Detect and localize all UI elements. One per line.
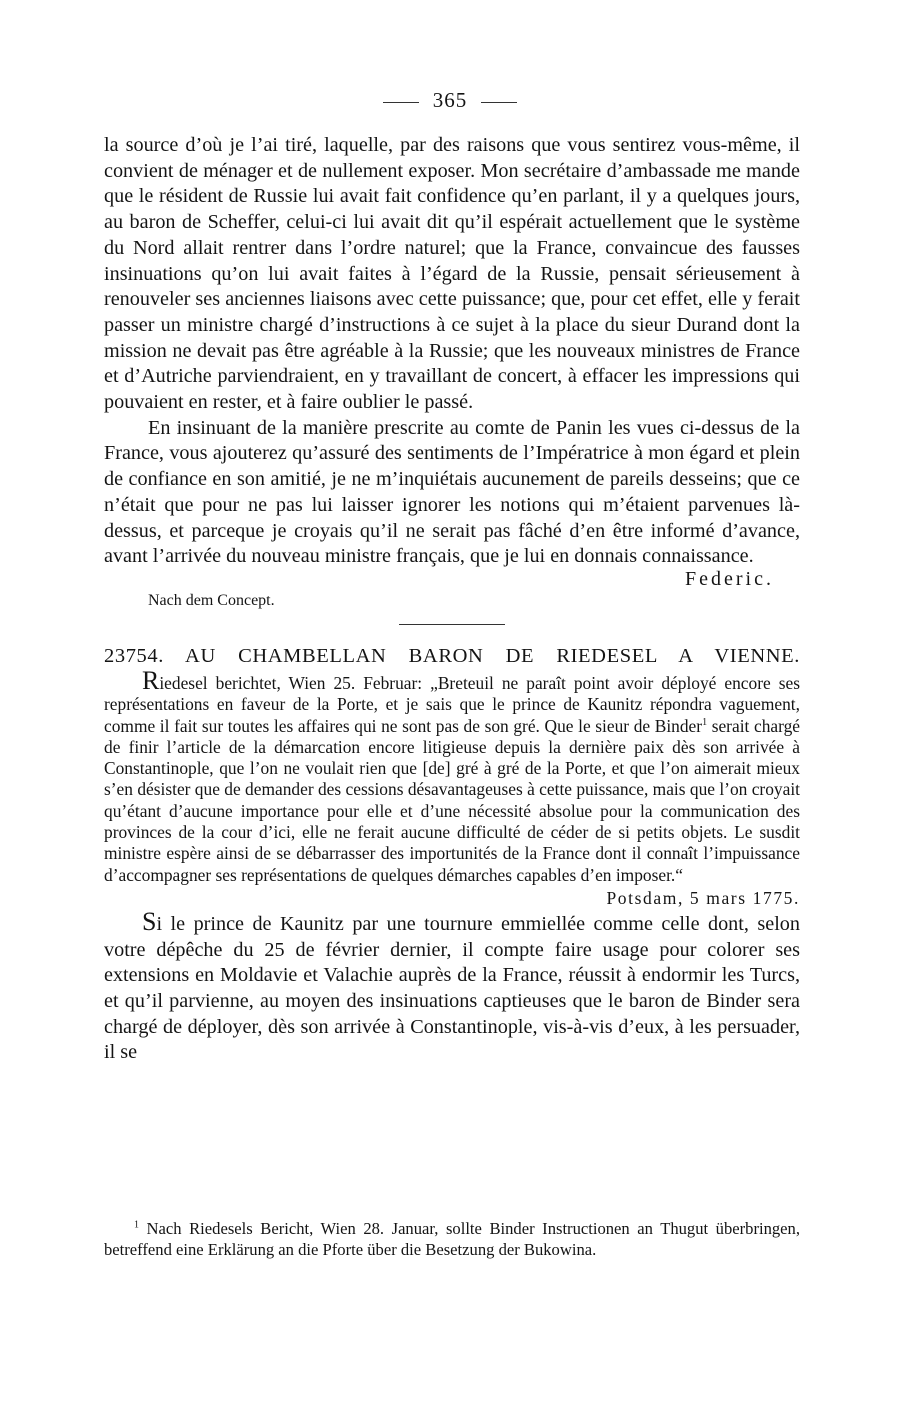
header-rule-right	[481, 102, 517, 103]
footnote-marker: 1	[134, 1219, 139, 1231]
report-text: iedesel berichtet, Wien 25. Februar: „Breteuil ne paraît point avoir déployé encore ses représentations en faveur de la Porte, et je sais que le prince de Kaunitz répondra vaguement, comme il fait sur toutes les affaires qui ne sont pas de son gré. Que le sieur de Binder	[104, 672, 800, 736]
report-text-continued: serait chargé de finir l’article de la démarcation encore litigieuse depuis la dernière paix dès son arrivée à Constantinople, que l’on ne voulait rien que [de] gré à gré de la Porte, et que l’on aimerait mieux s’en désister que de demander des cessions désavantageuses à cette puissance, mais que l’on croyait qu’étant d’aucune importance pour elle et d’une nécessité absolue pour la communication des provinces de la cour d’ici, elle ne ferait aucune difficulté de céder de si petits objets. Le susdit ministre espère ainsi de se débarrasser des importunités de la France dont il connaît l’impuissance d’accompagner ses représentations de quelques démarches capables d’en imposer.“	[104, 715, 800, 885]
signature: Federic.	[685, 567, 774, 590]
signature-block	[104, 567, 800, 620]
page-header	[0, 88, 900, 113]
paragraph-2: En insinuant de la manière prescrite au comte de Panin les vues ci-dessus de la France, vous ajouterez qu’assuré des sentiments de l’Impératrice à mon égard et plein de confiance en son amitié, je ne m’inquiétais aucunement de pareils desseins; que ce n’était que pour ne pas lui laisser ignorer les notions qui m’étaient parvenues là-dessus, et parceque je croyais qu’il ne serait pas fâché d’en être informé d’avance, avant l’arrivée du nouveau ministre français, que je lui en donnais connaissance.	[104, 416, 800, 568]
footnote-text: Nach Riedesels Bericht, Wien 28. Januar, sollte Binder Instructionen an Thugut überbringen, betreffend eine Erklärung an die Pforte über die Besetzung der Bukowina.	[104, 1219, 800, 1259]
paragraph-1: la source d’où je l’ai tiré, laquelle, par des raisons que vous sentirez vous-même, il convient de ménager et de nullement exposer. Mon secrétaire d’ambassade me mande que le résident de Russie lui avait fait confidence qu’en parlant, il y a quelques jours, au baron de Scheffer, celui-ci lui avait dit qu’il espérait actuellement que le système du Nord allait rentrer dans l’ordre naturel; que la France, convaincue des fausses insinuations qu’on lui avait faites à l’égard de la Russie, pensait sérieusement à renouveler ses anciennes liaisons avec cette puissance; que, pour cet effet, elle y ferait passer un ministre chargé d’instructions à ce sujet à la place du sieur Durand dont la mission ne devait pas être agréable à la Russie; que les nouveaux ministres de France et d’Autriche parviendraient, en y travaillant de concert, à effacer les impressions qui pouvaient en rester, et à faire oublier le passé.	[104, 134, 800, 414]
main-text	[104, 133, 800, 1066]
source-note: Nach dem Concept.	[148, 591, 275, 609]
footnote-1	[104, 1218, 800, 1260]
letter-body	[104, 906, 800, 1066]
letter-dropcap: S	[142, 906, 157, 936]
report-summary	[104, 665, 800, 886]
document-heading: 23754. AU CHAMBELLAN BARON DE RIEDESEL A VIENNE.	[104, 644, 800, 667]
letter-text: i le prince de Kaunitz par une tournure emmiellée comme celle dont, selon votre dépêche du 25 de février dernier, il compte faire usage pour colorer ses extensions en Moldavie et Valachie auprès de la France, réussit à endormir les Turcs, et qu’il parvienne, au moyen des insinuations captieuses que le baron de Binder sera chargé de déployer, dès son arrivée à Constantinople, vis-à-vis d’eux, à les persuader, il se	[104, 912, 800, 1064]
header-rule-left	[383, 102, 419, 103]
footnotes	[104, 1218, 800, 1260]
report-dropcap: R	[142, 665, 160, 695]
section-divider	[399, 624, 505, 625]
footnote-reference: 1	[702, 716, 708, 728]
date-line: Potsdam, 5 mars 1775.	[606, 887, 800, 908]
page-number: 365	[432, 88, 468, 112]
